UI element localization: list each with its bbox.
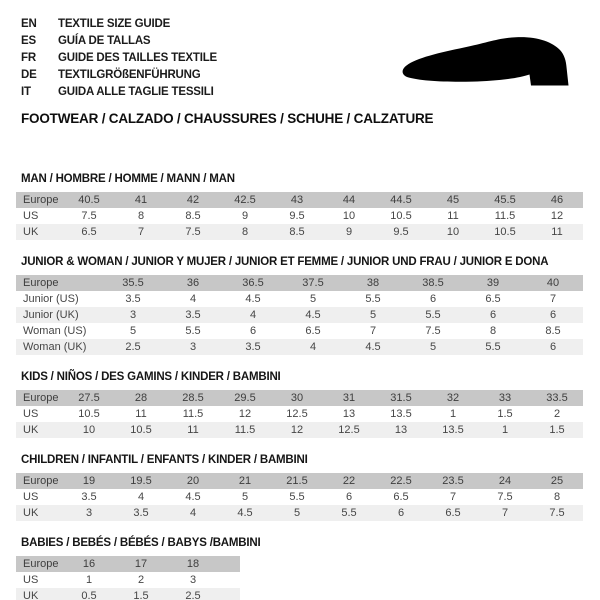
size-cell: 36.5 [223,275,283,291]
size-cell: 6 [375,505,427,521]
size-cell: 6 [323,489,375,505]
spacer-cell [219,588,240,600]
table-row [16,224,583,240]
size-cell: 13 [323,406,375,422]
size-cell: 24 [479,473,531,489]
size-cell: 43 [271,192,323,208]
size-cell: 1.5 [479,406,531,422]
size-cell: 4.5 [167,489,219,505]
size-cell: 44.5 [375,192,427,208]
size-table [16,192,583,240]
size-cell: 31 [323,390,375,406]
table-row [16,275,583,291]
language-code: DE [21,68,37,81]
size-cell: 8 [115,208,167,224]
size-cell: 9.5 [375,224,427,240]
size-cell: 44 [323,192,375,208]
size-cell: 21 [219,473,271,489]
size-table [16,390,583,438]
size-tables [16,173,600,600]
size-cell: 3 [163,339,223,355]
size-cell: 9 [323,224,375,240]
size-cell: 12 [271,422,323,438]
table-row [16,291,583,307]
size-table [16,556,240,600]
size-cell: 8 [219,224,271,240]
language-code: ES [21,34,36,47]
table-row [16,489,583,505]
row-label: US [16,572,63,588]
row-label: Europe [16,473,63,489]
size-table [16,473,583,521]
size-cell: 23.5 [427,473,479,489]
language-code: EN [21,17,37,30]
size-cell: 3.5 [63,489,115,505]
table-title: KIDS / NIÑOS / DES GAMINS / KINDER / BAMBINI [21,371,281,383]
table-row [16,556,240,572]
size-cell: 8 [531,489,583,505]
size-cell: 1 [427,406,479,422]
size-cell: 10 [427,224,479,240]
size-cell: 27.5 [63,390,115,406]
size-cell: 40 [523,275,583,291]
table-row [16,406,583,422]
size-cell: 1.5 [531,422,583,438]
size-cell: 10.5 [479,224,531,240]
size-cell: 10.5 [115,422,167,438]
language-text: GUÍA DE TALLAS [58,34,151,47]
size-cell: 19.5 [115,473,167,489]
size-cell: 45.5 [479,192,531,208]
table-row [16,572,240,588]
size-cell: 4 [283,339,343,355]
row-label: Junior (US) [16,291,103,307]
size-cell: 6.5 [375,489,427,505]
size-cell: 5.5 [463,339,523,355]
size-cell: 35.5 [103,275,163,291]
size-cell: 28.5 [167,390,219,406]
size-cell: 4 [167,505,219,521]
size-cell: 1 [479,422,531,438]
size-cell: 22 [323,473,375,489]
size-cell: 2 [531,406,583,422]
size-cell: 7 [523,291,583,307]
table-row [16,505,583,521]
size-cell: 7.5 [403,323,463,339]
table-title: CHILDREN / INFANTIL / ENFANTS / KINDER / BAMBINI [21,454,308,466]
size-cell: 3 [103,307,163,323]
size-cell: 1.5 [115,588,167,600]
size-cell: 40.5 [63,192,115,208]
size-cell: 6 [463,307,523,323]
language-code: FR [21,51,36,64]
row-label: UK [16,505,63,521]
row-label: US [16,208,63,224]
size-cell: 42.5 [219,192,271,208]
size-cell: 4.5 [219,505,271,521]
table-title: JUNIOR & WOMAN / JUNIOR Y MUJER / JUNIOR ET FEMME / JUNIOR UND FRAU / JUNIOR E DONA [21,256,549,268]
size-table-section [16,256,600,355]
language-code: IT [21,85,31,98]
size-table [16,275,583,355]
language-text: TEXTILE SIZE GUIDE [58,17,171,30]
size-cell: 7.5 [63,208,115,224]
size-cell: 46 [531,192,583,208]
shoe-icon [399,36,583,93]
size-cell: 7 [343,323,403,339]
row-label: UK [16,224,63,240]
size-cell: 13 [375,422,427,438]
row-label: Woman (UK) [16,339,103,355]
size-cell: 18 [167,556,219,572]
size-cell: 7.5 [531,505,583,521]
table-row [16,192,583,208]
size-table-section [16,371,600,438]
size-cell: 38.5 [403,275,463,291]
size-cell: 11 [427,208,479,224]
size-cell: 5 [103,323,163,339]
size-cell: 6 [523,307,583,323]
row-label: Woman (US) [16,323,103,339]
language-text: GUIDE DES TAILLES TEXTILE [58,51,217,64]
table-row [16,323,583,339]
size-cell: 3.5 [223,339,283,355]
size-cell: 6 [223,323,283,339]
size-cell: 7 [427,489,479,505]
size-cell: 9.5 [271,208,323,224]
size-cell: 11.5 [167,406,219,422]
size-cell: 4 [115,489,167,505]
size-cell: 5.5 [403,307,463,323]
table-title: BABIES / BEBÉS / BÉBÉS / BABYS /BAMBINI [21,537,261,549]
table-row [16,588,240,600]
size-cell: 5 [283,291,343,307]
size-cell: 10 [323,208,375,224]
language-text: GUIDA ALLE TAGLIE TESSILI [58,85,214,98]
row-label: US [16,406,63,422]
size-table-section [16,454,600,521]
size-cell: 45 [427,192,479,208]
size-cell: 5.5 [343,291,403,307]
size-table-section [16,173,600,240]
size-cell: 11 [115,406,167,422]
size-cell: 8.5 [167,208,219,224]
row-label: Junior (UK) [16,307,103,323]
row-label: US [16,489,63,505]
size-cell: 21.5 [271,473,323,489]
size-cell: 10 [63,422,115,438]
size-cell: 8.5 [523,323,583,339]
size-cell: 42 [167,192,219,208]
size-cell: 33.5 [531,390,583,406]
row-label: Europe [16,192,63,208]
size-cell: 39 [463,275,523,291]
size-cell: 7.5 [479,489,531,505]
table-row [16,208,583,224]
size-cell: 20 [167,473,219,489]
size-cell: 7.5 [167,224,219,240]
row-label: UK [16,422,63,438]
table-row [16,307,583,323]
size-cell: 28 [115,390,167,406]
size-cell: 29.5 [219,390,271,406]
table-row [16,339,583,355]
size-cell: 0.5 [63,588,115,600]
size-cell: 8 [463,323,523,339]
size-cell: 16 [63,556,115,572]
size-cell: 4.5 [283,307,343,323]
size-cell: 3 [167,572,219,588]
table-title: MAN / HOMBRE / HOMME / MANN / MAN [21,173,235,185]
size-cell: 12 [219,406,271,422]
row-label: UK [16,588,63,600]
size-cell: 6.5 [283,323,343,339]
size-cell: 8.5 [271,224,323,240]
row-label: Europe [16,556,63,572]
size-cell: 6 [403,291,463,307]
size-cell: 22.5 [375,473,427,489]
size-cell: 11 [167,422,219,438]
size-cell: 6 [523,339,583,355]
size-cell: 32 [427,390,479,406]
size-cell: 2.5 [103,339,163,355]
row-label: Europe [16,275,103,291]
language-text: TEXTILGRÖßENFÜHRUNG [58,68,201,81]
size-cell: 11 [531,224,583,240]
size-cell: 3.5 [163,307,223,323]
size-cell: 31.5 [375,390,427,406]
size-cell: 33 [479,390,531,406]
size-cell: 4 [163,291,223,307]
size-cell: 5 [271,505,323,521]
size-cell: 11.5 [219,422,271,438]
size-cell: 11.5 [479,208,531,224]
size-cell: 12.5 [323,422,375,438]
size-cell: 4.5 [223,291,283,307]
size-cell: 41 [115,192,167,208]
size-cell: 5.5 [163,323,223,339]
size-cell: 5 [343,307,403,323]
category-line: FOOTWEAR / CALZADO / CHAUSSURES / SCHUHE / CALZATURE [21,111,434,126]
size-cell: 6.5 [63,224,115,240]
size-cell: 7 [115,224,167,240]
size-cell: 6.5 [427,505,479,521]
size-cell: 13.5 [375,406,427,422]
table-row [16,390,583,406]
size-cell: 10.5 [63,406,115,422]
size-cell: 4 [223,307,283,323]
size-cell: 5.5 [323,505,375,521]
size-cell: 17 [115,556,167,572]
size-cell: 36 [163,275,223,291]
table-row [16,422,583,438]
language-row [21,15,600,32]
size-cell: 7 [479,505,531,521]
size-table-section [16,537,600,600]
size-cell: 9 [219,208,271,224]
size-cell: 3.5 [103,291,163,307]
size-cell: 12 [531,208,583,224]
size-cell: 1 [63,572,115,588]
size-cell: 2 [115,572,167,588]
size-cell: 10.5 [375,208,427,224]
size-cell: 30 [271,390,323,406]
size-cell: 5 [403,339,463,355]
size-cell: 6.5 [463,291,523,307]
size-cell: 5.5 [271,489,323,505]
table-row [16,473,583,489]
spacer-cell [219,556,240,572]
size-cell: 3.5 [115,505,167,521]
size-cell: 38 [343,275,403,291]
size-cell: 13.5 [427,422,479,438]
size-cell: 2.5 [167,588,219,600]
size-cell: 37.5 [283,275,343,291]
spacer-cell [219,572,240,588]
size-cell: 5 [219,489,271,505]
size-cell: 25 [531,473,583,489]
row-label: Europe [16,390,63,406]
size-cell: 3 [63,505,115,521]
size-cell: 19 [63,473,115,489]
size-cell: 4.5 [343,339,403,355]
size-cell: 12.5 [271,406,323,422]
